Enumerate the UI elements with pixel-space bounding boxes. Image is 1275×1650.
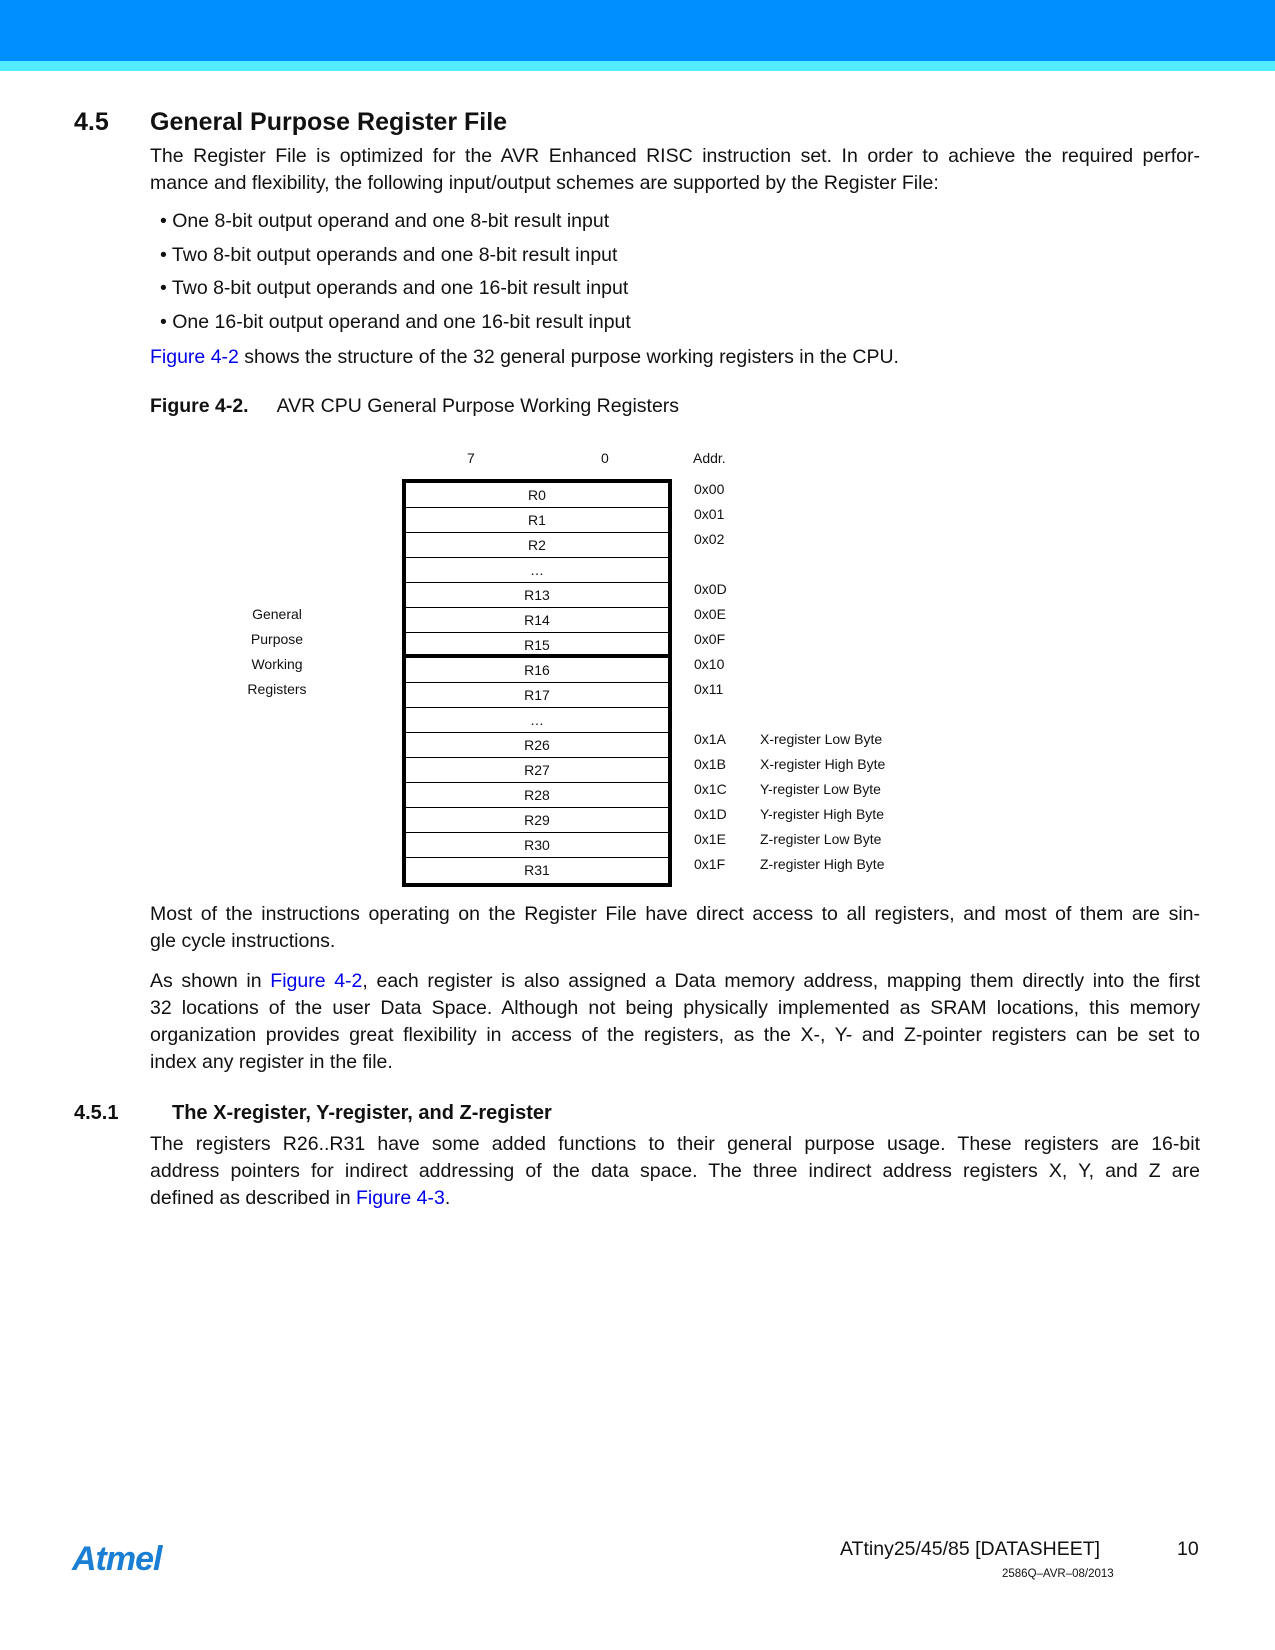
addr-value: 0x00	[694, 481, 725, 497]
register-row: R27	[406, 758, 668, 783]
addr-value: 0x02	[694, 531, 725, 547]
side-label-general: General	[252, 606, 302, 622]
paragraph-xyz	[150, 1131, 1200, 1212]
figure-reference-paragraph	[150, 344, 1200, 371]
addr-value: 0x0F	[694, 631, 726, 647]
addr-value: 0x0D	[694, 581, 727, 597]
side-label-registers: Registers	[247, 681, 307, 697]
subsection-number: 4.5.1	[74, 1102, 119, 1124]
register-row: R26	[406, 733, 668, 758]
subsection-title: The X-register, Y-register, and Z-register	[172, 1102, 552, 1124]
addr-value: 0x10	[694, 656, 725, 672]
register-description: Z-register Low Byte	[760, 831, 882, 847]
register-description: Z-register High Byte	[760, 856, 885, 872]
figure-4-3-link[interactable]: Figure 4-3	[355, 1187, 445, 1209]
addr-value: 0x1F	[694, 856, 726, 872]
register-table	[402, 479, 672, 887]
p1-line-1: Most of the instructions operating on the Register File have direct access to all registers, and most of them are sin-	[150, 903, 1200, 925]
addr-value: 0x11	[694, 681, 724, 697]
bullet-list	[160, 208, 631, 342]
page-number: 10	[1177, 1538, 1199, 1560]
bit-low-label: 0	[601, 450, 609, 466]
intro-line-2: mance and flexibility, the following input/output schemes are supported by the Register File:	[150, 172, 939, 194]
addr-value: 0x1E	[694, 831, 726, 847]
addr-value: 0x1B	[694, 756, 726, 772]
xyz-line-2: address pointers for indirect addressing of the data space. The three indirect address registers X, Y, and Z are	[150, 1160, 1200, 1182]
p2-line-2: 32 locations of the user Data Space. Although not being physically implemented as SRAM locations, this memory	[150, 997, 1200, 1019]
paragraph-direct-access	[150, 901, 1200, 955]
addr-value: 0x1A	[694, 731, 726, 747]
register-description: Y-register High Byte	[760, 806, 884, 822]
p1-line-2: gle cycle instructions.	[150, 930, 336, 952]
register-row: R14	[406, 608, 668, 633]
register-row: R30	[406, 833, 668, 858]
side-label-purpose: Purpose	[250, 631, 304, 647]
register-row: R29	[406, 808, 668, 833]
bit-high-label: 7	[467, 450, 475, 466]
bullet-item: • One 8-bit output operand and one 8-bit result input	[160, 210, 610, 232]
addr-value: 0x1C	[694, 781, 727, 797]
register-row: R1	[406, 508, 668, 533]
register-description: X-register High Byte	[760, 756, 886, 772]
addr-value: 0x1D	[694, 806, 727, 822]
register-row: R15	[406, 633, 668, 658]
register-row: R2	[406, 533, 668, 558]
intro-paragraph	[150, 143, 1200, 197]
p2-line-4: index any register in the file.	[150, 1051, 393, 1073]
figure-4-2-link[interactable]: Figure 4-2	[150, 346, 239, 368]
figure-caption	[150, 395, 679, 418]
paragraph-data-memory	[150, 968, 1200, 1076]
bullet-item: • Two 8-bit output operands and one 8-bit result input	[160, 243, 618, 266]
register-description: X-register Low Byte	[760, 731, 883, 747]
side-label-working: Working	[251, 656, 303, 672]
figure-title: AVR CPU General Purpose Working Registers	[276, 395, 680, 417]
register-row: R31	[524, 862, 550, 878]
bullet-item: • One 16-bit output operand and one 16-bit result input	[160, 310, 631, 333]
register-row: R28	[406, 783, 668, 808]
register-description: Y-register Low Byte	[760, 781, 881, 797]
fig-ref-text: shows the structure of the 32 general purpose working registers in the CPU.	[238, 346, 899, 368]
xyz-line-3: defined as described in Figure 4-3.	[150, 1187, 451, 1209]
p2-line-1: As shown in Figure 4-2, each register is also assigned a Data memory address, mapping them directly into the first	[150, 970, 1201, 992]
bullet-item: • Two 8-bit output operands and one 16-bit result input	[160, 277, 629, 299]
addr-value: 0x01	[694, 506, 725, 522]
figure-4-2-link[interactable]: Figure 4-2	[270, 970, 363, 992]
figure-label: Figure 4-2.	[150, 395, 249, 417]
register-row: R13	[406, 583, 668, 608]
footer-doc-title: ATtiny25/45/85 [DATASHEET]	[840, 1538, 1101, 1560]
register-row: R16	[406, 658, 668, 683]
register-row: …	[406, 558, 668, 583]
register-row: R0	[406, 483, 668, 508]
header-stripe	[0, 61, 1275, 71]
addr-value: 0x0E	[694, 606, 726, 622]
p2-line-3: organization provides great flexibility in access of the registers, as the X-, Y- and Z-pointer registers can be set to	[150, 1024, 1200, 1046]
section-title: General Purpose Register File	[150, 108, 508, 136]
addr-header: Addr.	[693, 450, 726, 466]
register-row: R17	[406, 683, 668, 708]
section-number: 4.5	[74, 108, 109, 136]
footer-doc-code: 2586Q–AVR–08/2013	[1002, 1568, 1114, 1580]
atmel-logo: Atmel	[72, 1540, 162, 1578]
xyz-line-1: The registers R26..R31 have some added functions to their general purpose usage. These registers are 16-bit	[150, 1133, 1200, 1155]
header-bar	[0, 0, 1275, 61]
intro-line-1: The Register File is optimized for the AVR Enhanced RISC instruction set. In order to achieve the required perfor-	[150, 145, 1200, 167]
register-row: …	[406, 708, 668, 733]
